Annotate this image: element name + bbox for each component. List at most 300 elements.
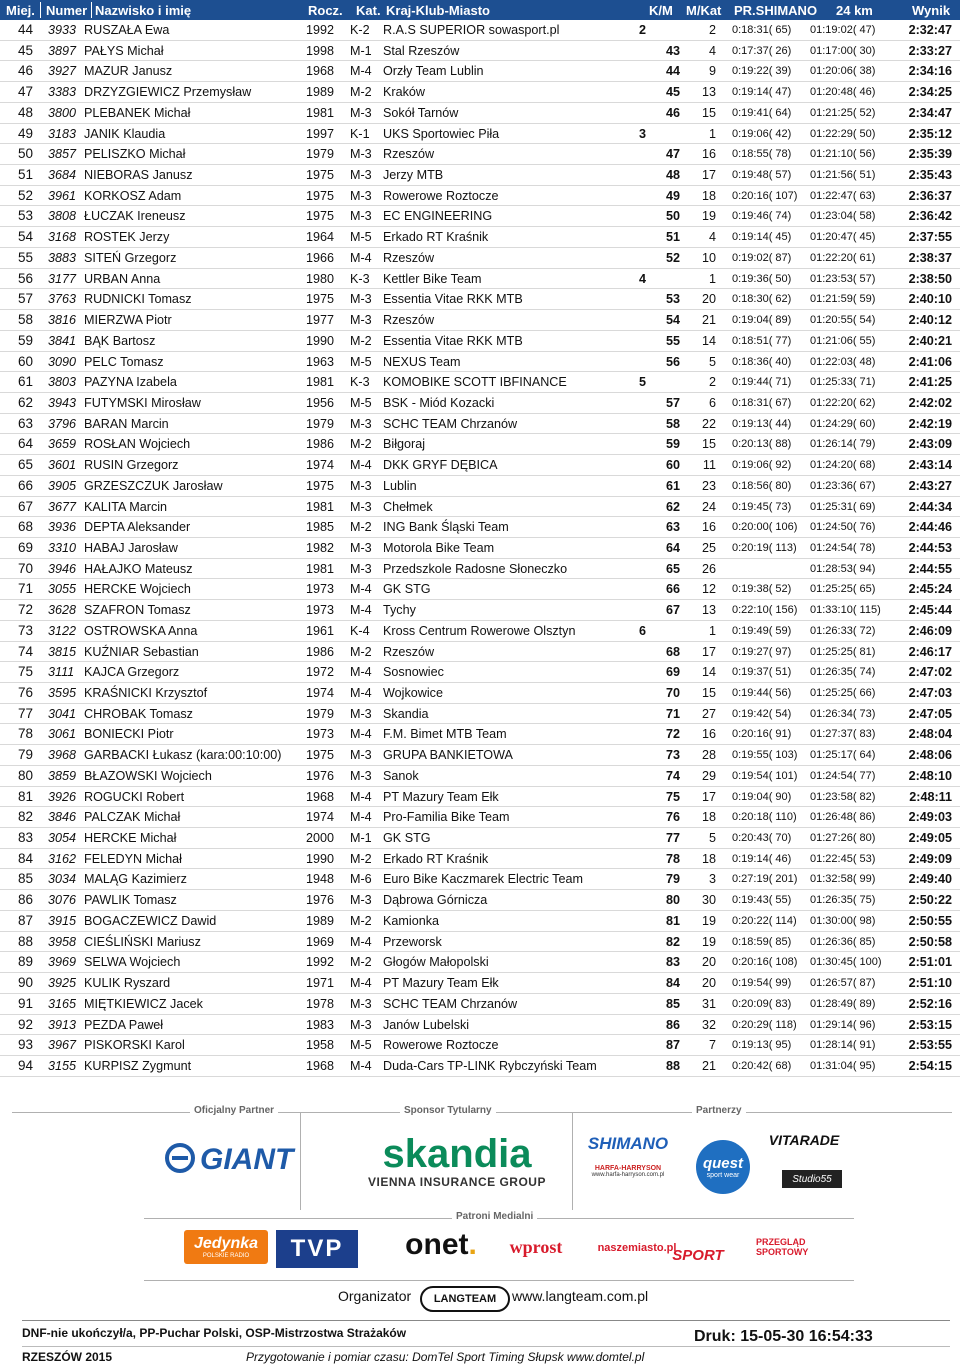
col-miej: Miej. — [6, 3, 35, 18]
result-time-cell: 2:50:55 — [908, 913, 952, 928]
start-number-cell: 3927 — [48, 64, 77, 79]
place-cell: 55 — [18, 249, 34, 265]
media-label: Patroni Medialni — [452, 1211, 537, 1222]
club-cell: Lublin — [383, 478, 417, 493]
men-place-cell: 84 — [666, 976, 681, 991]
birth-year-cell: 1956 — [306, 395, 335, 410]
category-place-cell: 17 — [701, 789, 716, 804]
table-row — [0, 559, 960, 580]
club-cell: Przeworsk — [383, 934, 442, 949]
category-cell: M-3 — [350, 313, 372, 328]
giant-logo — [162, 1136, 312, 1180]
birth-year-cell: 1981 — [306, 105, 335, 120]
men-place-cell: 82 — [666, 934, 681, 949]
organizator-label: Organizator — [338, 1288, 412, 1304]
name-cell: MIERZWA Piotr — [84, 313, 172, 328]
shimano-time-cell: 0:19:55( 103) — [732, 749, 798, 762]
quest-text: quest — [702, 1155, 743, 1172]
name-cell: KULIK Ryszard — [84, 976, 171, 991]
km24-time-cell: 01:21:25( 52) — [810, 106, 876, 119]
name-cell: CHROBAK Tomasz — [84, 706, 193, 721]
place-cell: 68 — [18, 519, 34, 535]
start-number-cell: 3659 — [48, 437, 77, 452]
col-klub: Kraj-Klub-Miasto — [386, 3, 490, 18]
club-cell: Głogów Małopolski — [383, 955, 489, 970]
birth-year-cell: 1972 — [306, 665, 335, 680]
result-time-cell: 2:38:50 — [908, 271, 952, 286]
men-place-cell: 72 — [666, 727, 681, 742]
place-cell: 52 — [18, 187, 34, 203]
place-cell: 83 — [18, 830, 34, 846]
result-time-cell: 2:54:15 — [908, 1058, 952, 1073]
km24-time-cell: 01:25:25( 66) — [810, 687, 876, 699]
category-place-cell: 18 — [701, 188, 716, 203]
category-place-cell: 14 — [701, 665, 716, 680]
men-place-cell: 78 — [666, 851, 681, 866]
category-place-cell: 16 — [701, 520, 716, 535]
birth-year-cell: 1990 — [306, 851, 335, 866]
table-row — [0, 310, 960, 331]
table-row — [0, 1015, 960, 1036]
table-row — [0, 144, 960, 165]
table-row — [0, 724, 960, 745]
shimano-time-cell: 0:19:27( 97) — [732, 645, 792, 658]
footer-place: RZESZÓW 2015 — [22, 1350, 113, 1364]
km24-time-cell: 01:20:55( 54) — [810, 314, 876, 327]
category-cell: M-2 — [350, 520, 372, 535]
name-cell: ROGUCKI Robert — [84, 789, 185, 804]
place-cell: 91 — [18, 995, 34, 1011]
name-cell: RUSZAŁA Ewa — [84, 23, 170, 37]
name-cell: BŁAZOWSKI Wojciech — [84, 768, 212, 783]
shimano-time-cell: 0:20:16( 91) — [732, 728, 792, 741]
category-place-cell: 1 — [708, 271, 716, 286]
result-time-cell: 2:34:16 — [908, 64, 952, 79]
men-place-cell: 61 — [666, 478, 681, 493]
birth-year-cell: 1983 — [306, 1017, 335, 1032]
birth-year-cell: 1985 — [306, 520, 335, 535]
category-place-cell: 31 — [701, 996, 716, 1011]
table-row — [0, 538, 960, 559]
club-cell: Rzeszów — [383, 147, 435, 162]
category-cell: M-3 — [350, 105, 372, 120]
shimano-time-cell: 0:19:43( 55) — [732, 894, 792, 907]
result-time-cell: 2:41:06 — [908, 354, 952, 369]
place-cell: 73 — [18, 622, 34, 638]
name-cell: JANIK Klaudia — [84, 126, 166, 141]
men-place-cell: 43 — [666, 43, 681, 58]
name-cell: BOGACZEWICZ Dawid — [84, 913, 217, 928]
start-number-cell: 3815 — [48, 644, 77, 659]
tvp-sport-logo: SPORT — [672, 1247, 724, 1264]
result-time-cell: 2:47:03 — [908, 686, 952, 700]
category-place-cell: 11 — [702, 458, 716, 473]
club-cell: Jerzy MTB — [383, 168, 444, 183]
km24-time-cell: 01:19:02( 47) — [810, 24, 876, 36]
place-cell: 56 — [18, 270, 34, 286]
place-cell: 77 — [18, 705, 34, 721]
start-number-cell: 3967 — [48, 1038, 77, 1053]
birth-year-cell: 1974 — [306, 810, 335, 825]
men-place-cell: 50 — [666, 209, 681, 224]
start-number-cell: 3926 — [48, 789, 77, 804]
category-place-cell: 20 — [701, 976, 716, 991]
name-cell: HERCKE Wojciech — [84, 582, 191, 597]
shimano-time-cell: 0:19:36( 50) — [732, 272, 792, 285]
women-place-cell: 3 — [639, 126, 647, 141]
club-cell: Chełmek — [383, 499, 433, 514]
birth-year-cell: 1979 — [306, 147, 335, 162]
km24-time-cell: 01:24:29( 60) — [810, 417, 876, 430]
category-cell: M-4 — [350, 665, 372, 680]
name-cell: KALITA Marcin — [84, 499, 168, 514]
skandia-subtext: VIENNA INSURANCE GROUP — [368, 1175, 546, 1189]
start-number-cell: 3961 — [48, 188, 77, 203]
start-number-cell: 3595 — [48, 686, 77, 700]
shimano-time-cell: 0:20:16( 108) — [732, 956, 798, 969]
table-row — [0, 911, 960, 932]
men-place-cell: 65 — [666, 561, 681, 576]
start-number-cell: 3915 — [48, 913, 77, 928]
name-cell: KRAŚNICKI Krzysztof — [84, 686, 208, 700]
table-row — [0, 890, 960, 911]
men-place-cell: 81 — [666, 913, 681, 928]
shimano-time-cell: 0:18:51( 77) — [732, 334, 792, 347]
table-row — [0, 1035, 960, 1056]
table-row — [0, 393, 960, 414]
birth-year-cell: 1948 — [306, 872, 335, 887]
club-cell: Erkado RT Kraśnik — [383, 230, 489, 245]
result-time-cell: 2:43:14 — [908, 458, 952, 473]
shimano-time-cell: 0:19:45( 73) — [732, 500, 792, 513]
birth-year-cell: 1977 — [306, 313, 335, 328]
table-row — [0, 642, 960, 663]
place-cell: 69 — [18, 539, 34, 555]
place-cell: 65 — [18, 457, 34, 473]
start-number-cell: 3383 — [48, 85, 77, 100]
birth-year-cell: 1973 — [306, 727, 335, 742]
shimano-time-cell: 0:19:04( 90) — [732, 790, 792, 803]
category-place-cell: 12 — [701, 582, 716, 597]
shimano-time-cell: 0:20:43( 70) — [732, 832, 792, 845]
men-place-cell: 69 — [666, 665, 681, 680]
category-cell: M-3 — [350, 168, 372, 183]
category-place-cell: 30 — [701, 893, 716, 908]
category-cell: M-5 — [350, 1038, 372, 1053]
category-cell: M-4 — [350, 250, 372, 265]
category-cell: M-3 — [350, 416, 372, 431]
category-cell: M-2 — [350, 913, 372, 928]
col-kat: Kat. — [356, 3, 381, 18]
table-row — [0, 952, 960, 973]
km24-time-cell: 01:26:57( 87) — [810, 977, 876, 990]
men-place-cell: 47 — [666, 147, 681, 162]
shimano-time-cell: 0:19:49( 59) — [732, 624, 792, 637]
start-number-cell: 3841 — [48, 333, 77, 348]
club-cell: Essentia Vitae RKK MTB — [383, 333, 523, 348]
men-place-cell: 46 — [666, 105, 681, 120]
place-cell: 45 — [18, 42, 34, 58]
category-place-cell: 16 — [701, 727, 716, 742]
women-place-cell: 6 — [639, 623, 647, 638]
club-cell: Rzeszów — [383, 313, 435, 328]
shimano-time-cell: 0:19:13( 95) — [732, 1039, 792, 1052]
men-place-cell: 88 — [666, 1058, 681, 1073]
place-cell: 79 — [18, 747, 34, 763]
name-cell: GRZESZCZUK Jarosław — [84, 478, 223, 493]
name-cell: RUDNICKI Tomasz — [84, 292, 192, 307]
club-cell: Kraków — [383, 85, 425, 100]
start-number-cell: 3913 — [48, 1017, 77, 1032]
name-cell: PELISZKO Michał — [84, 147, 186, 162]
result-time-cell: 2:43:27 — [908, 478, 952, 493]
result-time-cell: 2:48:11 — [909, 789, 952, 804]
start-number-cell: 3165 — [48, 996, 77, 1011]
category-cell: K-3 — [350, 375, 370, 390]
birth-year-cell: 1961 — [306, 623, 335, 638]
table-row — [0, 41, 960, 62]
col-km: K/M — [649, 3, 673, 18]
name-cell: KUŹNIAR Sebastian — [84, 644, 199, 659]
category-place-cell: 15 — [701, 105, 716, 120]
birth-year-cell: 1976 — [306, 893, 335, 908]
club-cell: Sosnowiec — [383, 665, 444, 680]
table-row — [0, 414, 960, 435]
birth-year-cell: 1981 — [306, 561, 335, 576]
sponsors-area — [12, 1100, 952, 1315]
result-time-cell: 2:50:22 — [908, 893, 952, 908]
result-time-cell: 2:40:12 — [908, 313, 952, 328]
result-time-cell: 2:36:37 — [908, 188, 952, 203]
category-place-cell: 20 — [701, 292, 716, 307]
shimano-time-cell: 0:19:46( 74) — [732, 210, 792, 223]
langteam-url: www.langteam.com.pl — [512, 1288, 649, 1304]
birth-year-cell: 1990 — [306, 333, 335, 348]
giant-text: GIANT — [200, 1143, 294, 1176]
start-number-cell: 3846 — [48, 810, 77, 825]
name-cell: BĄK Bartosz — [84, 333, 156, 348]
place-cell: 74 — [18, 643, 34, 659]
category-place-cell: 13 — [701, 603, 716, 618]
club-cell: GK STG — [383, 582, 431, 597]
km24-time-cell: 01:33:10( 115) — [810, 604, 881, 617]
birth-year-cell: 1971 — [306, 976, 335, 991]
jedynka-subtext: POLSKIE RADIO — [202, 1253, 250, 1259]
category-place-cell: 1 — [708, 623, 716, 638]
partners-label: Partnerzy — [692, 1105, 746, 1116]
km24-time-cell: 01:29:14( 96) — [810, 1018, 876, 1031]
birth-year-cell: 1975 — [306, 292, 335, 307]
start-number-cell: 3925 — [48, 976, 77, 991]
shimano-time-cell: 0:20:00( 106) — [732, 521, 798, 534]
place-cell: 94 — [18, 1057, 34, 1073]
shimano-time-cell: 0:20:19( 113) — [732, 541, 797, 554]
birth-year-cell: 1997 — [306, 126, 335, 141]
start-number-cell: 3183 — [48, 126, 77, 141]
km24-time-cell: 01:20:47( 45) — [810, 231, 876, 244]
result-time-cell: 2:42:19 — [908, 416, 952, 431]
place-cell: 85 — [18, 871, 34, 887]
club-cell: Rowerowe Roztocze — [383, 188, 499, 203]
men-place-cell: 86 — [666, 1017, 681, 1032]
place-cell: 63 — [18, 415, 34, 431]
club-cell: Sanok — [383, 768, 419, 783]
table-row — [0, 579, 960, 600]
start-number-cell: 3041 — [48, 706, 77, 721]
men-place-cell: 83 — [666, 955, 681, 970]
place-cell: 76 — [18, 685, 34, 700]
start-number-cell: 3968 — [48, 748, 77, 763]
men-place-cell: 58 — [666, 416, 681, 431]
result-time-cell: 2:40:21 — [908, 333, 952, 348]
club-cell: Kross Centrum Rowerowe Olsztyn — [383, 623, 576, 638]
category-cell: M-3 — [350, 1017, 372, 1032]
name-cell: FUTYMSKI Mirosław — [84, 395, 201, 410]
place-cell: 57 — [18, 291, 34, 307]
table-row — [0, 269, 960, 290]
category-place-cell: 5 — [708, 354, 716, 369]
place-cell: 84 — [18, 850, 34, 866]
place-cell: 88 — [18, 933, 34, 949]
club-cell: Wojkowice — [383, 686, 443, 700]
category-cell: M-3 — [350, 540, 372, 555]
club-cell: Kettler Bike Team — [383, 271, 482, 286]
shimano-time-cell: 0:18:55( 78) — [732, 148, 792, 161]
result-time-cell: 2:46:09 — [908, 623, 952, 638]
category-cell: M-5 — [350, 230, 372, 245]
birth-year-cell: 1986 — [306, 437, 335, 452]
result-time-cell: 2:37:55 — [908, 230, 952, 245]
name-cell: PISKORSKI Karol — [84, 1038, 185, 1053]
category-place-cell: 17 — [701, 644, 716, 659]
studio55-logo: Studio55 — [782, 1170, 842, 1188]
club-cell: GRUPA BANKIETOWA — [383, 748, 513, 763]
category-place-cell: 10 — [701, 250, 716, 265]
result-time-cell: 2:50:58 — [908, 934, 952, 949]
table-row — [0, 103, 960, 124]
table-row — [0, 994, 960, 1015]
men-place-cell: 71 — [666, 706, 681, 721]
men-place-cell: 74 — [666, 768, 681, 783]
start-number-cell: 3897 — [48, 43, 77, 58]
shimano-time-cell: 0:19:14( 45) — [732, 231, 792, 244]
result-time-cell: 2:32:47 — [908, 23, 952, 37]
club-cell: Rzeszów — [383, 644, 435, 659]
result-time-cell: 2:46:17 — [908, 644, 952, 659]
category-place-cell: 16 — [701, 147, 716, 162]
table-row — [0, 455, 960, 476]
men-place-cell: 67 — [666, 603, 681, 618]
category-cell: M-2 — [350, 955, 372, 970]
tvp-logo: TVP — [276, 1230, 358, 1268]
km24-time-cell: 01:21:56( 51) — [810, 169, 876, 182]
category-place-cell: 27 — [701, 706, 716, 721]
men-place-cell: 44 — [666, 64, 681, 79]
start-number-cell: 3763 — [48, 292, 77, 307]
category-place-cell: 4 — [708, 43, 716, 58]
jedynka-logo — [184, 1230, 268, 1264]
km24-time-cell: 01:23:36( 67) — [810, 479, 876, 492]
place-cell: 58 — [18, 312, 34, 328]
name-cell: KURPISZ Zygmunt — [84, 1058, 192, 1073]
table-row — [0, 227, 960, 248]
name-cell: URBAN Anna — [84, 271, 161, 286]
place-cell: 93 — [18, 1037, 34, 1053]
name-cell: OSTROWSKA Anna — [84, 623, 198, 638]
club-cell: Biłgoraj — [383, 437, 425, 452]
table-row — [0, 20, 960, 41]
km24-time-cell: 01:24:20( 68) — [810, 459, 876, 472]
km24-time-cell: 01:27:37( 83) — [810, 728, 876, 741]
birth-year-cell: 1975 — [306, 748, 335, 763]
shimano-time-cell: 0:19:02( 87) — [732, 251, 792, 264]
club-cell: SCHC TEAM Chrzanów — [383, 996, 518, 1011]
result-time-cell: 2:43:09 — [908, 437, 952, 452]
table-row — [0, 248, 960, 269]
shimano-time-cell: 0:20:13( 88) — [732, 438, 792, 451]
km24-time-cell: 01:32:58( 99) — [810, 873, 876, 886]
category-place-cell: 29 — [701, 768, 716, 783]
men-place-cell: 53 — [666, 292, 681, 307]
women-place-cell: 2 — [639, 23, 647, 37]
harfa-url: www.harfa-harryson.com.pl — [591, 1171, 665, 1178]
shimano-time-cell: 0:20:22( 114) — [732, 914, 797, 927]
club-cell: Skandia — [383, 706, 429, 721]
place-cell: 61 — [18, 374, 34, 390]
birth-year-cell: 1986 — [306, 644, 335, 659]
category-cell: K-4 — [350, 623, 370, 638]
km24-time-cell: 01:26:35( 74) — [810, 666, 876, 679]
shimano-time-cell: 0:19:06( 92) — [732, 459, 792, 472]
shimano-time-cell: 0:19:54( 99) — [732, 977, 792, 990]
place-cell: 49 — [18, 125, 34, 141]
place-cell: 51 — [18, 167, 34, 183]
start-number-cell: 3155 — [48, 1058, 77, 1073]
birth-year-cell: 1968 — [306, 1058, 335, 1073]
result-time-cell: 2:44:46 — [908, 520, 952, 535]
start-number-cell: 3122 — [48, 623, 77, 638]
start-number-cell: 3162 — [48, 851, 77, 866]
harfa-text: HARFA-HARRYSON — [594, 1164, 662, 1172]
result-time-cell: 2:45:44 — [908, 603, 952, 618]
birth-year-cell: 1976 — [306, 768, 335, 783]
name-cell: DRZYZGIEWICZ Przemysław — [84, 85, 252, 100]
men-place-cell: 57 — [666, 395, 681, 410]
name-cell: DEPTA Aleksander — [84, 520, 191, 535]
shimano-time-cell: 0:19:44( 56) — [732, 687, 792, 699]
club-cell: Erkado RT Kraśnik — [383, 851, 489, 866]
club-cell: Janów Lubelski — [383, 1017, 470, 1032]
category-cell: M-3 — [350, 188, 372, 203]
category-place-cell: 7 — [708, 1038, 716, 1053]
result-time-cell: 2:44:53 — [908, 540, 952, 555]
km24-time-cell: 01:23:58( 82) — [810, 790, 876, 803]
men-place-cell: 52 — [666, 250, 681, 265]
place-cell: 44 — [18, 22, 34, 37]
result-time-cell: 2:45:24 — [908, 582, 952, 597]
table-row — [0, 82, 960, 103]
name-cell: BARAN Marcin — [84, 416, 169, 431]
km24-time-cell: 01:31:04( 95) — [810, 1059, 876, 1072]
table-row — [0, 124, 960, 145]
category-cell: M-4 — [350, 458, 372, 473]
result-time-cell: 2:42:02 — [908, 395, 952, 410]
birth-year-cell: 1989 — [306, 85, 335, 100]
shimano-time-cell: 0:18:36( 40) — [732, 355, 792, 368]
women-place-cell: 4 — [639, 271, 647, 286]
category-place-cell: 19 — [701, 913, 716, 928]
km24-time-cell: 01:26:34( 73) — [810, 707, 876, 720]
